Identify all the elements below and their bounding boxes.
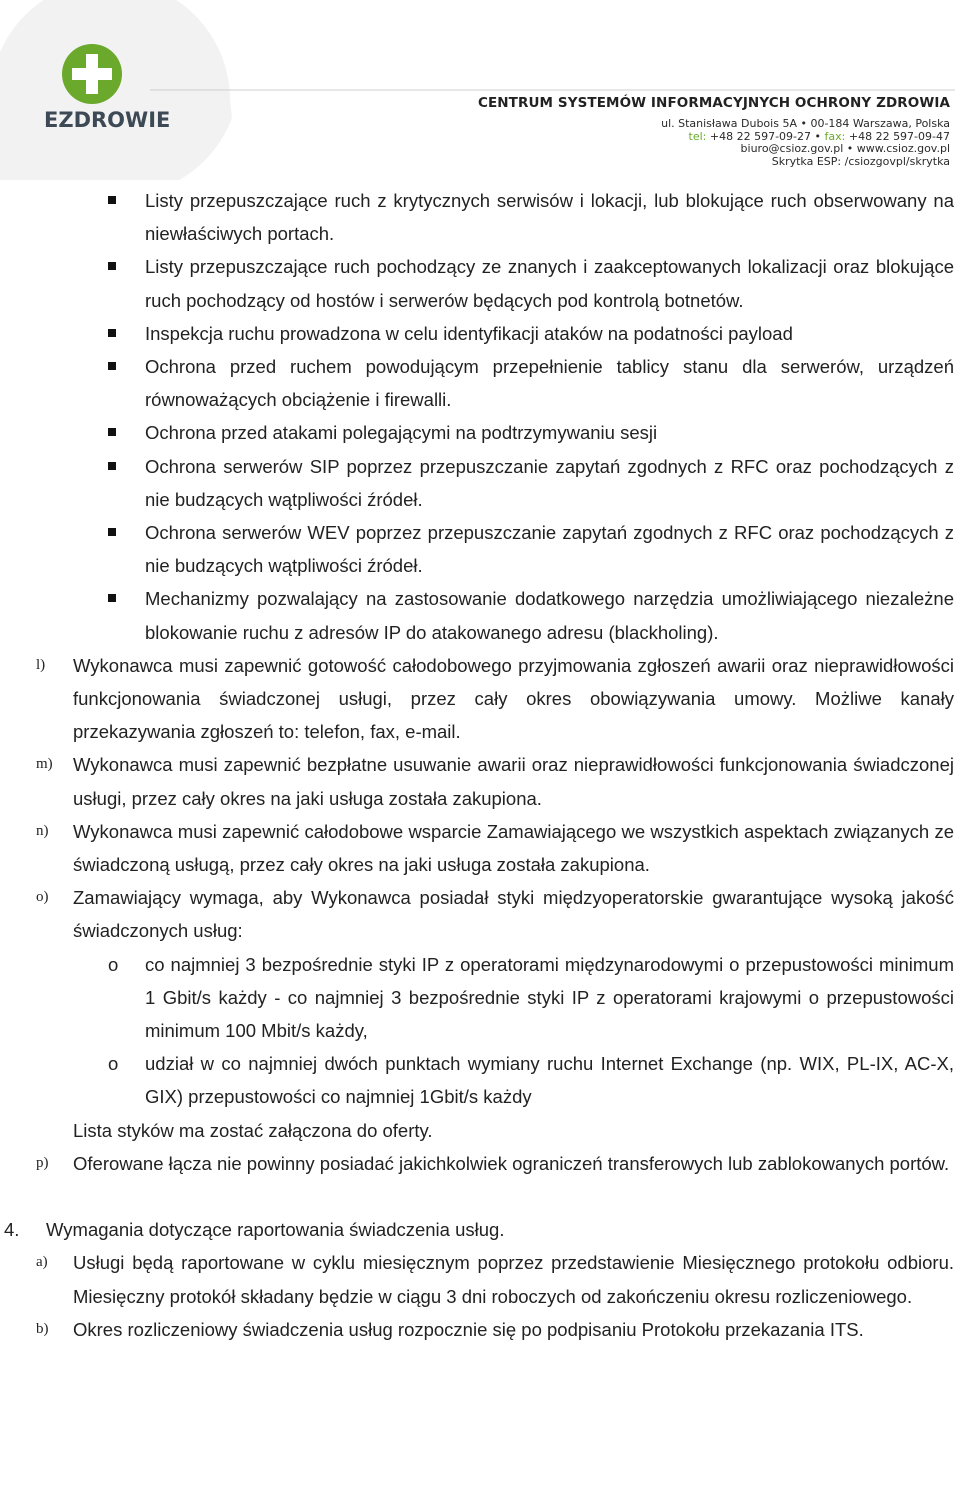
page-header [0, 0, 960, 180]
bullet-item: Ochrona serwerów SIP poprzez przepuszczanie zapytań zgodnych z RFC oraz pochodzących z nie budzących wątpliwości źródeł. [0, 450, 960, 516]
section-item-b: b) Okres rozliczeniowy świadczenia usług rozpocznie się po podpisaniu Protokołu przekazania ITS. [36, 1318, 864, 1340]
list-item-n: n) Wykonawca musi zapewnić całodobowe wsparcie Zamawiającego we wszystkich aspektach związanych ze świadczoną usługą, przez cały okres na jaki usługa została zakupiona. [36, 820, 954, 876]
list-item-o: o) Zamawiający wymaga, aby Wykonawca posiadał styki międzyoperatorskie gwarantujące wysoką jakość świadczonych usług: [36, 887, 954, 942]
square-bullet-icon [108, 428, 116, 436]
organization-name: CENTRUM SYSTEMÓW INFORMACYJNYCH OCHRONY ZDROWIA [477, 95, 950, 111]
website-link[interactable]: www.csioz.gov.pl [856, 142, 950, 155]
bullet-item: Ochrona przed ruchem powodującym przepełnienie tablicy stanu dla serwerów, urządzeń równoważących obciążenie i firewalli. [0, 350, 960, 416]
bullet-item: Mechanizmy pozwalający na zastosowanie dodatkowego narzędzia umożliwiającego niezależne blokowanie ruchu z adresów IP do atakowanego adresu (blackholing). [0, 582, 960, 648]
square-bullet-icon [108, 528, 116, 536]
address-line: ul. Stanisława Dubois 5A • 00-184 Warszawa, Polska [661, 117, 950, 130]
bullet-item: Ochrona serwerów WEV poprzez przepuszczanie zapytań zgodnych z RFC oraz pochodzących z nie budzących wątpliwości źródeł. [0, 516, 960, 582]
bullet-item: Inspekcja ruchu prowadzona w celu identyfikacji ataków na podatności payload [0, 317, 960, 350]
bullet-item: Listy przepuszczające ruch z krytycznych serwisów i lokacji, lub blokujące ruch obserwowany na niewłaściwych portach. [0, 184, 960, 250]
esp-value: /csiozgovpl/skrytka [844, 154, 950, 168]
square-bullet-icon [108, 362, 116, 370]
square-bullet-icon [108, 329, 116, 337]
list-item-l: l) Wykonawca musi zapewnić gotowość całodobowego przyjmowania zgłoszeń awarii oraz nieprawidłowości funkcjonowania świadczonej usługi, przez cały okres obowiązywania umowy. Możliwe kanały przekazywania zgłoszeń to: telefon, fax, e-mail. [36, 654, 954, 743]
email-link[interactable]: biuro@csioz.gov.pl [740, 142, 844, 155]
bullet-item: Ochrona przed atakami polegającymi na podtrzymywaniu sesji [0, 416, 960, 449]
section-heading: 4. Wymagania dotyczące raportowania świadczenia usług. [4, 1219, 505, 1241]
list-item-p: p) Oferowane łącza nie powinny posiadać jakichkolwiek ograniczeń transferowych lub zablokowanych portów. [36, 1152, 950, 1174]
tel-label: tel: [688, 129, 707, 143]
square-bullet-icon [108, 594, 116, 602]
sub-list-item: o udział w co najmniej dwóch punktach wymiany ruchu Internet Exchange (np. WIX, PL-IX, AC-X, GIX) przepustowości co najmniej 1Gbit/s każdy [108, 1053, 954, 1108]
list-item-m: m) Wykonawca musi zapewnić bezpłatne usuwanie awarii oraz nieprawidłowości funkcjonowania świadczonej usługi, przez cały okres na jaki usługa została zakupiona. [36, 754, 954, 809]
tel-value: +48 22 597-09-27 [709, 129, 812, 143]
contact-block [661, 118, 950, 168]
sub-list-item: o co najmniej 3 bezpośrednie styki IP z operatorami międzynarodowymi o przepustowości minimum 1 Gbit/s każdy - co najmniej 3 bezpośrednie styki IP z operatorami krajowymi o przepustowości minimum 100 Mbit/s każdy, [108, 953, 954, 1042]
document-body [0, 184, 960, 1346]
email-web-line: biuro@csioz.gov.pl • www.csioz.gov.pl [740, 142, 950, 155]
square-bullet-icon [108, 462, 116, 470]
square-bullet-icon [108, 262, 116, 270]
logo-wordmark: EZDROWIE [44, 108, 171, 132]
fax-label: fax: [824, 129, 846, 143]
square-bullet-icon [108, 196, 116, 204]
phone-fax-line: tel: +48 22 597-09-27 • fax: +48 22 597-09-47 [688, 129, 950, 143]
esp-label: Skrytka ESP: [771, 154, 842, 168]
esp-line [661, 156, 950, 169]
fax-value: +48 22 597-09-47 [848, 129, 950, 143]
section-item-a: a) Usługi będą raportowane w cyklu miesięcznym poprzez przedstawienie Miesięcznego protokołu odbioru. Miesięczny protokół składany będzie w ciągu 3 dni roboczych od zakończeniu okresu rozliczeniowego. [36, 1252, 954, 1307]
bullet-item: Listy przepuszczające ruch pochodzący ze znanych i zaakceptowanych lokalizacji oraz blokujące ruch pochodzący od hostów i serwerów będących pod kontrolą botnetów. [0, 250, 960, 316]
list-note: Lista styków ma zostać załączona do oferty. [73, 1119, 433, 1141]
